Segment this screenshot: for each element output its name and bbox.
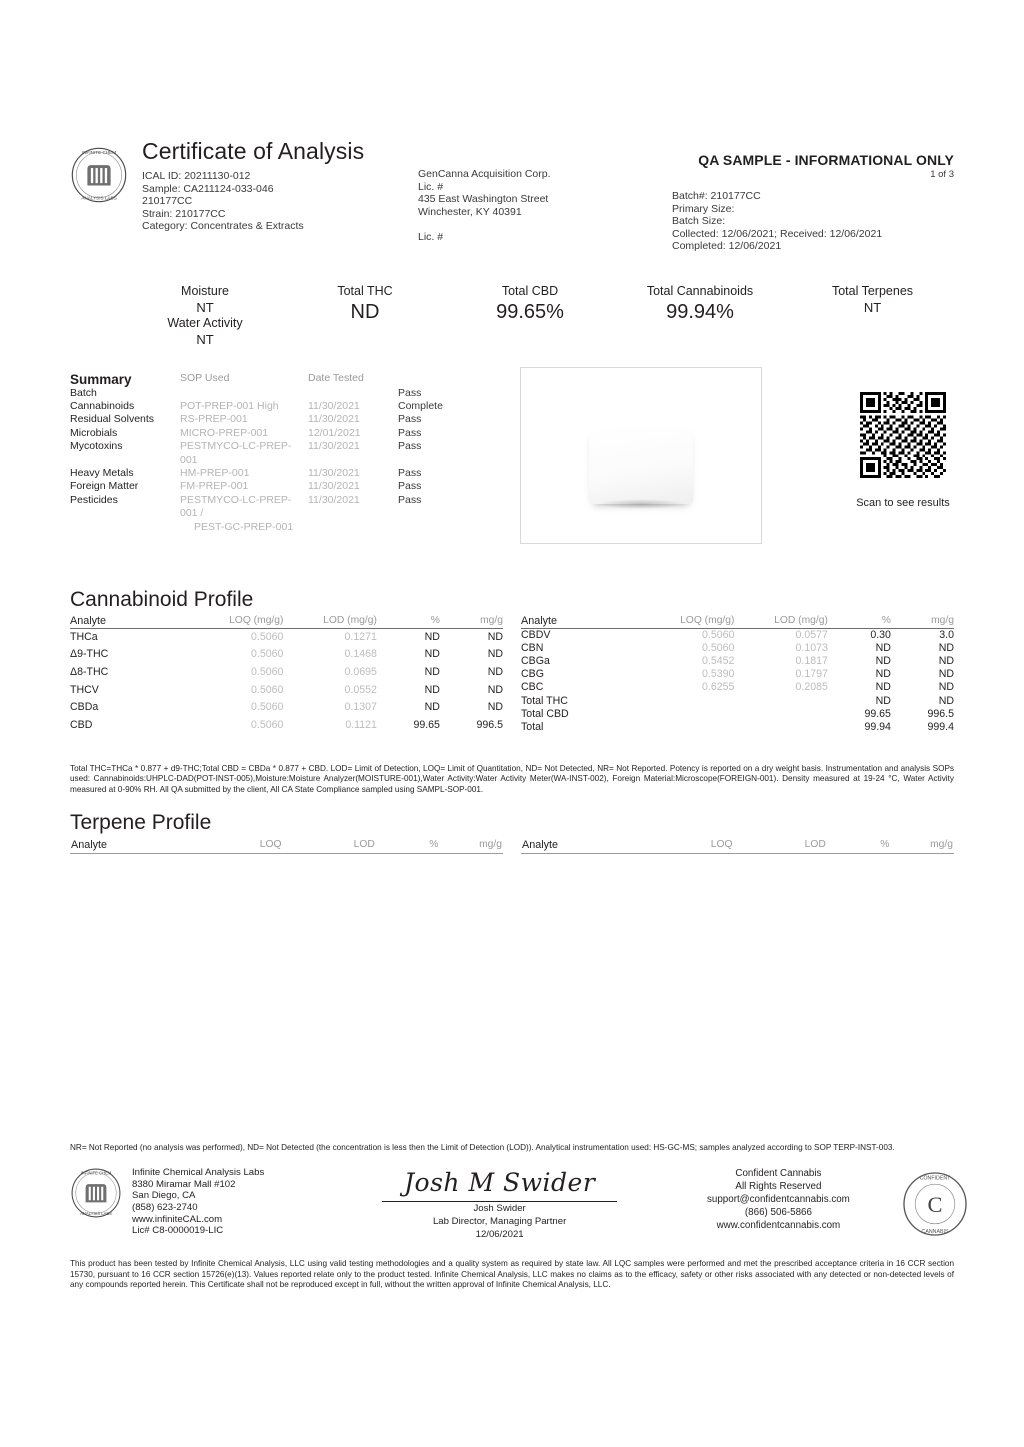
stat-label-total-cbd: Total CBD (501, 283, 559, 298)
col-pct: % (377, 615, 440, 629)
batch-size: Batch Size: (672, 215, 726, 228)
page-title: Certificate of Analysis (142, 138, 365, 164)
terp-col-loq: LOQ (189, 838, 282, 854)
terp-col-loq-2: LOQ (640, 838, 733, 854)
stat-value-total-terpenes: NT (863, 299, 882, 315)
lab-website[interactable]: www.infiniteCAL.com (132, 1213, 223, 1225)
terpene-profile-section (70, 811, 954, 854)
stat-total-cbd (445, 284, 615, 325)
table-row: CBC 0.6255 0.2085 ND ND (521, 681, 954, 694)
signature-image: Josh M Swider (404, 1168, 596, 1198)
table-row: THCa 0.5060 0.1271 ND ND (70, 630, 503, 643)
col-lod-2: LOD (mg/g) (734, 615, 828, 629)
batch-meta (672, 190, 954, 253)
lab-phone: (858) 623-2740 (132, 1201, 198, 1213)
signature-line (382, 1201, 617, 1202)
qr-section (818, 392, 988, 509)
page-count: 1 of 3 (930, 169, 954, 180)
client-address-1: 435 East Washington Street (418, 193, 549, 206)
terp-col-mgg-2: mg/g (890, 838, 954, 854)
product-photo (520, 367, 762, 544)
col-mgg-2: mg/g (891, 615, 954, 629)
table-row: CBDV 0.5060 0.0577 0.30 3.0 (521, 628, 954, 641)
terpene-profile-title: Terpene Profile (70, 810, 212, 834)
col-loq-2: LOQ (mg/g) (641, 615, 735, 629)
sample-meta (142, 170, 412, 233)
summary-col-date: Date Tested (308, 371, 364, 384)
cc-name: Confident Cannabis (735, 1168, 822, 1180)
lab-name: Infinite Chemical Analysis Labs (132, 1167, 265, 1179)
summary-row: Mycotoxins PESTMYCO-LC-PREP-001 11/30/2021 Pass (70, 440, 422, 466)
infinite-chemical-logo-icon (70, 146, 128, 204)
product-image (589, 428, 693, 504)
table-header-row (521, 615, 954, 629)
svg-text:INFINITE CHEM: INFINITE CHEM (80, 1170, 112, 1176)
col-lod: LOD (mg/g) (283, 615, 377, 629)
client-name: GenCanna Acquisition Corp. (418, 168, 551, 180)
summary-row: Pesticides PESTMYCO-LC-PREP-001 / 11/30/2021 Pass (70, 493, 422, 520)
svg-text:INFINITE CHEM: INFINITE CHEM (81, 150, 117, 156)
collected-received: Collected: 12/06/2021; Received: 12/06/2021 (672, 227, 883, 240)
qr-code-icon[interactable] (860, 392, 946, 478)
terp-col-pct-2: % (827, 838, 890, 854)
cc-rights: All Rights Reserved (735, 1181, 822, 1193)
signer-name: Josh Swider (473, 1203, 526, 1215)
coa-sheet (70, 140, 954, 854)
summary-row: PEST-GC-PREP-001 (194, 520, 294, 533)
summary-row: Batch Pass (70, 386, 422, 399)
client-meta (418, 140, 648, 244)
col-analyte: Analyte (70, 615, 190, 629)
table-row-total-cbd: Total CBD 99.65 996.5 (521, 707, 954, 720)
stat-label-water-activity: Water Activity (167, 315, 243, 330)
table-row-total: Total 99.94 999.4 (521, 720, 954, 733)
lab-info (70, 1167, 356, 1241)
cc-website[interactable]: www.confidentcannabis.com (716, 1220, 841, 1232)
col-mgg: mg/g (440, 615, 503, 629)
header-right (624, 152, 954, 253)
stat-total-terpenes (790, 284, 955, 316)
document-header (70, 138, 954, 253)
terpene-table-left (70, 838, 503, 854)
stat-label-total-thc: Total THC (337, 283, 393, 298)
strain: Strain: 210177CC (142, 207, 226, 220)
terp-col-lod: LOD (283, 838, 376, 854)
table-header-row (70, 615, 503, 629)
signature-area (70, 1167, 954, 1241)
client-lic-1: Lic. # (418, 180, 444, 193)
summary-row: Heavy Metals HM-PREP-001 11/30/2021 Pass (70, 467, 422, 479)
summary-row: Foreign Matter FM-PREP-001 11/30/2021 Pass (70, 480, 422, 493)
col-loq: LOQ (mg/g) (190, 615, 284, 629)
cc-email[interactable]: support@confidentcannabis.com (707, 1194, 850, 1206)
confident-cannabis-block (643, 1167, 954, 1241)
client-address-2: Winchester, KY 40391 (418, 205, 522, 218)
svg-text:CONFIDENT: CONFIDENT (919, 1175, 951, 1182)
batch-number: Batch#: 210177CC (672, 190, 761, 202)
stat-value-moisture: NT (196, 299, 214, 315)
stat-value-total-thc: ND (350, 300, 380, 323)
stat-value-water-activity: NT (196, 331, 214, 347)
svg-text:C: C (927, 1192, 943, 1218)
stat-label-moisture: Moisture (181, 283, 229, 298)
summary-header-row (70, 372, 470, 387)
summary-row: Microbials MICRO-PREP-001 12/01/2021 Pass (70, 426, 422, 439)
col-analyte-2: Analyte (521, 615, 641, 629)
ical-id: ICAL ID: 20211130-012 (142, 170, 251, 182)
category: Category: Concentrates & Extracts (142, 220, 304, 233)
lab-license: Lic# C8-0000019-LIC (132, 1225, 224, 1237)
infinite-chemical-logo-icon (70, 1167, 122, 1219)
summary-col-sop: SOP Used (180, 371, 230, 384)
stat-label-total-terpenes: Total Terpenes (831, 283, 914, 298)
signer-role: Lab Director, Managing Partner (432, 1216, 567, 1228)
summary-stats (70, 284, 954, 370)
cannabinoid-table-left (70, 615, 503, 735)
terpene-table-right (521, 838, 954, 854)
stat-value-total-cannabinoids: 99.94% (666, 300, 734, 323)
primary-size: Primary Size: (672, 202, 735, 215)
table-row-total-thc: Total THC ND ND (521, 694, 954, 707)
terpene-tables (70, 838, 954, 854)
lab-address (132, 1167, 264, 1241)
table-row: THCV 0.5060 0.0552 ND ND (70, 683, 503, 696)
table-header-row (70, 838, 503, 854)
client-lic-2: Lic. # (418, 230, 444, 243)
signer-date: 12/06/2021 (475, 1229, 524, 1241)
table-row: Δ8-THC 0.5060 0.0695 ND ND (70, 666, 503, 679)
cc-phone: (866) 506-5866 (744, 1207, 812, 1219)
cannabinoid-profile-section (70, 588, 954, 795)
cannabinoid-footnote: Total THC=THCa * 0.877 + d9-THC;Total CBD = CBDa * 0.877 + CBD. LOD= Limit of Detection, LOQ= Limit of Quantitation, ND= Not Detected, NR= Not Reported. Potency is reported on a dry weight basis. Instrumentation and analysis SOPs used: Cannabinoids:UHPLC-DAD(POT-INST-005),Moisture:Moisture Analyzer(MOISTURE-001),Water Activity:Water Activity Meter(WA-INST-002), Foreign Material:Microscope(FOREIGN-001). Density measured at 19-24 °C, Water Activity measured at 0-90% RH. All QA submitted by the client, All CA State Compliance sampled using SAMPL-SOP-001. (70, 764, 954, 794)
document-footer (70, 1143, 954, 1290)
stat-value-total-cbd: 99.65% (496, 300, 564, 323)
summary-row: Cannabinoids POT-PREP-001 High 11/30/2021 Complete (70, 399, 443, 412)
cannabinoid-profile-title: Cannabinoid Profile (70, 587, 254, 611)
svg-text:ANALYSIS LABS: ANALYSIS LABS (80, 1211, 112, 1217)
summary-table (70, 372, 470, 534)
signature-block (356, 1167, 642, 1241)
cannabinoid-tables (70, 615, 954, 735)
completed-date: Completed: 12/06/2021 (672, 240, 782, 253)
stat-moisture-water (110, 284, 300, 348)
terp-col-pct: % (376, 838, 439, 854)
svg-text:CANNABIS: CANNABIS (921, 1229, 949, 1236)
qa-banner: QA SAMPLE - INFORMATIONAL ONLY (698, 152, 954, 168)
stat-total-thc (285, 284, 445, 325)
lab-address-2: San Diego, CA (132, 1190, 196, 1202)
col-pct-2: % (828, 615, 891, 629)
terp-col-mgg: mg/g (439, 838, 503, 854)
summary-section (70, 372, 954, 562)
table-row: Δ9-THC 0.5060 0.1468 ND ND (70, 648, 503, 661)
summary-row: Residual Solvents RS-PREP-001 11/30/2021 Pass (70, 413, 422, 426)
header-left (142, 140, 412, 233)
cannabinoid-table-right (521, 615, 954, 735)
table-row: CBG 0.5390 0.1797 ND ND (521, 668, 954, 681)
table-header-row (521, 838, 954, 854)
terpene-footnote: NR= Not Reported (no analysis was performed), ND= Not Detected (the concentration is less then the Limit of Detection (LOD)). Analytical instrumentation used: HS-GC-MS; samples analyzed according to SOP TERP-INST-003. (70, 1143, 895, 1152)
table-row: CBD 0.5060 0.1121 99.65 996.5 (70, 718, 503, 731)
sample-id-2: 210177CC (142, 195, 193, 208)
sample-id: Sample: CA211124-033-046 (142, 182, 274, 195)
table-row: CBGa 0.5452 0.1817 ND ND (521, 654, 954, 667)
confident-cannabis-seal-icon (902, 1171, 968, 1237)
qr-caption: Scan to see results (856, 496, 950, 509)
terp-col-lod-2: LOD (734, 838, 827, 854)
svg-text:ANALYSIS LABS: ANALYSIS LABS (81, 195, 117, 201)
summary-title: Summary (70, 371, 132, 387)
table-row: CBN 0.5060 0.1073 ND ND (521, 641, 954, 654)
terp-col-analyte: Analyte (70, 838, 189, 854)
stat-label-total-cannabinoids: Total Cannabinoids (646, 283, 754, 298)
stat-total-cannabinoids (600, 284, 800, 325)
lab-address-1: 8380 Miramar Mall #102 (132, 1178, 236, 1190)
table-row: CBDa 0.5060 0.1307 ND ND (70, 701, 503, 714)
legal-disclaimer: This product has been tested by Infinite Chemical Analysis, LLC using valid testing methodologies and a quality system as required by state law. All LQC samples were performed and met the prescribed acceptance criteria in 16 CCR section 15730, pursuant to 16 CCR section 15726(e)(13). Values reported relate only to the product tested. Infinite Chemical Analysis, LLC makes no claims as to the efficacy, safety or other risks associated with any detected or non-detected levels of any compounds reported herein. This Certificate shall not be reproduced except in full, without the written approval of Infinite Chemical Analysis, LLC. (70, 1259, 954, 1290)
terp-col-analyte-2: Analyte (521, 838, 640, 854)
